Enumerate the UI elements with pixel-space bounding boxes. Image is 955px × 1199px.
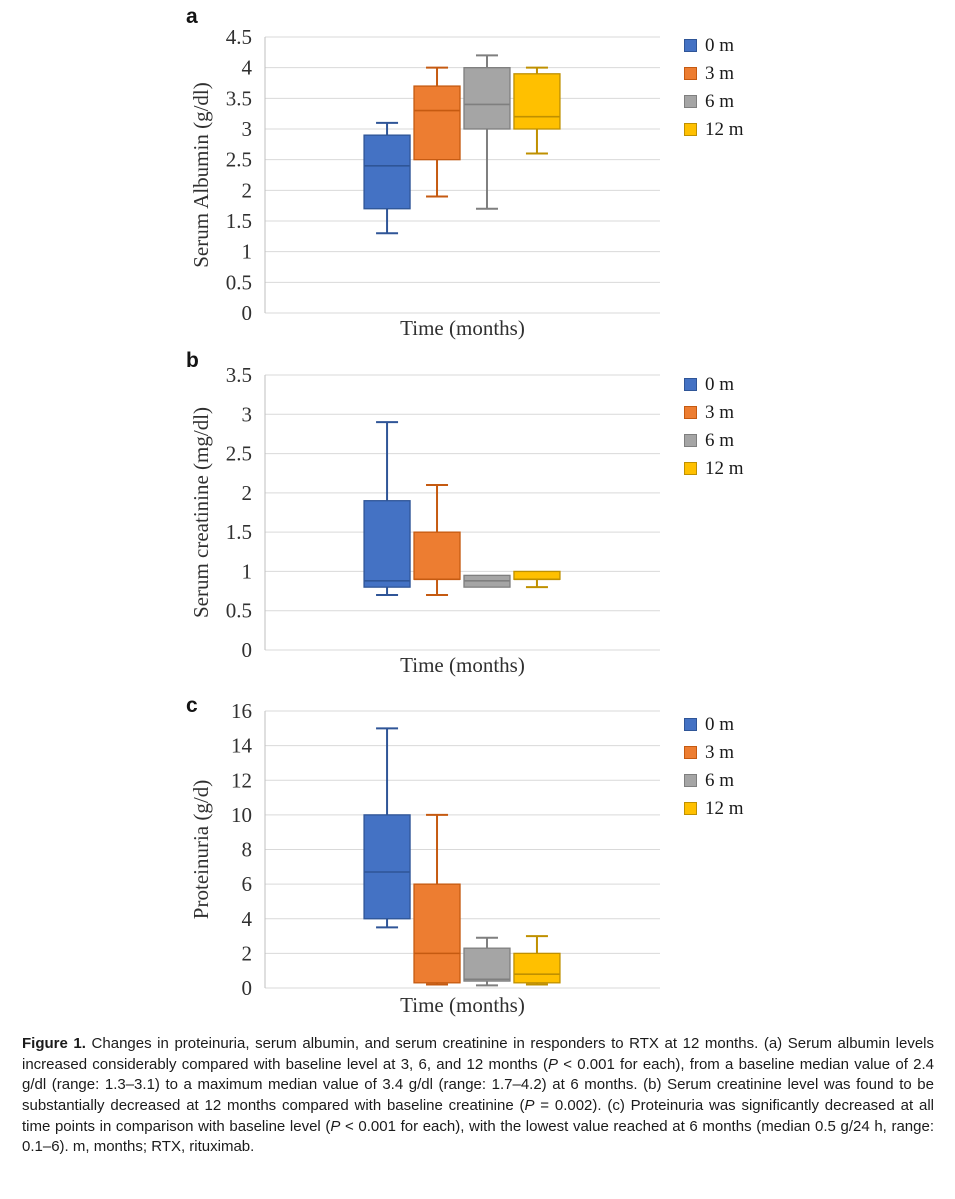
x-axis-title: Time (months) xyxy=(400,653,525,677)
legend-swatch-3m xyxy=(684,746,697,759)
caption-segment: = 0.002). (c) Proteinuria was significantly decreased at all time points in comparison with baseline level ( xyxy=(22,1097,934,1135)
caption-segment: P xyxy=(524,1097,535,1115)
legend-swatch-0m xyxy=(684,39,697,52)
y-tick-label: 2.5 xyxy=(225,441,252,466)
y-tick-label: 1 xyxy=(241,559,252,584)
caption-segment: P xyxy=(547,1055,558,1073)
y-tick-label: 0 xyxy=(241,301,252,325)
y-tick-label: 0.5 xyxy=(225,270,252,295)
legend-label: 3 m xyxy=(705,741,735,763)
y-tick-label: 1.5 xyxy=(225,209,252,233)
y-tick-label: 4 xyxy=(241,55,252,80)
legend-item xyxy=(684,31,744,59)
legend-swatch-6m xyxy=(684,95,697,108)
legend-label: 0 m xyxy=(705,713,735,735)
legend-c xyxy=(684,710,744,822)
legend-item xyxy=(684,738,744,766)
x-axis-title: Time (months) xyxy=(400,993,525,1017)
legend-a xyxy=(684,31,744,143)
chart-plot-c xyxy=(170,700,690,1030)
y-tick-label: 14 xyxy=(231,733,252,758)
legend-swatch-3m xyxy=(684,406,697,419)
legend-item xyxy=(684,398,744,426)
legend-item xyxy=(684,766,744,794)
box-12m xyxy=(514,953,560,982)
y-axis-title: Proteinuria (g/d) xyxy=(189,779,213,920)
caption-segment: P xyxy=(330,1117,341,1135)
y-axis-title: Serum creatinine (mg/dl) xyxy=(189,406,213,619)
legend-b xyxy=(684,370,744,482)
box-3m xyxy=(414,86,460,160)
box-12m xyxy=(514,74,560,129)
y-tick-label: 3 xyxy=(241,117,252,141)
y-tick-label: 6 xyxy=(241,872,252,897)
figure-caption xyxy=(22,1034,934,1158)
y-tick-label: 16 xyxy=(231,700,252,723)
y-tick-label: 4 xyxy=(241,906,252,931)
y-tick-label: 0 xyxy=(241,976,252,1000)
panel-label-c: c xyxy=(186,694,198,717)
legend-swatch-12m xyxy=(684,802,697,815)
y-tick-label: 1.5 xyxy=(225,520,252,545)
box-3m xyxy=(414,884,460,983)
legend-item xyxy=(684,454,744,482)
chart-b-serum-creatinine xyxy=(170,360,690,690)
legend-label: 6 m xyxy=(705,90,735,112)
caption-segment: < 0.001 for each), from a baseline median value of 2.4 g/dl (range: 1.3–3.1) to a maximum median value of 3.4 g/dl (range: 1.7–4.2) at 6 months. (b) Serum creatinine level was found to be substantially decreased at 12 months compared with baseline creatinine ( xyxy=(22,1055,934,1115)
legend-swatch-0m xyxy=(684,378,697,391)
chart-a-serum-albumin xyxy=(170,20,690,350)
legend-item xyxy=(684,370,744,398)
box-6m xyxy=(464,948,510,981)
box-12m xyxy=(514,571,560,579)
x-axis-title: Time (months) xyxy=(400,316,525,340)
chart-plot-b xyxy=(170,360,690,690)
legend-label: 6 m xyxy=(705,429,735,451)
legend-label: 12 m xyxy=(705,118,744,140)
legend-label: 12 m xyxy=(705,457,744,479)
legend-swatch-12m xyxy=(684,462,697,475)
legend-label: 3 m xyxy=(705,401,735,423)
box-0m xyxy=(364,501,410,587)
y-tick-label: 2 xyxy=(241,941,252,966)
y-tick-label: 3.5 xyxy=(225,86,252,111)
legend-label: 12 m xyxy=(705,797,744,819)
legend-swatch-6m xyxy=(684,774,697,787)
y-tick-label: 0 xyxy=(241,638,252,662)
legend-item xyxy=(684,794,744,822)
legend-item xyxy=(684,426,744,454)
legend-swatch-0m xyxy=(684,718,697,731)
legend-label: 0 m xyxy=(705,373,735,395)
chart-plot-a xyxy=(170,20,690,350)
y-tick-label: 2.5 xyxy=(225,147,252,172)
box-3m xyxy=(414,532,460,579)
y-tick-label: 8 xyxy=(241,837,252,862)
legend-item xyxy=(684,59,744,87)
panel-label-b: b xyxy=(186,349,199,372)
y-tick-label: 3 xyxy=(241,402,252,427)
y-tick-label: 0.5 xyxy=(225,598,252,623)
legend-label: 3 m xyxy=(705,62,735,84)
y-tick-label: 2 xyxy=(241,178,252,203)
legend-item xyxy=(684,115,744,143)
legend-swatch-12m xyxy=(684,123,697,136)
legend-label: 0 m xyxy=(705,34,735,56)
legend-item xyxy=(684,87,744,115)
legend-label: 6 m xyxy=(705,769,735,791)
legend-swatch-3m xyxy=(684,67,697,80)
y-tick-label: 1 xyxy=(241,239,252,264)
legend-item xyxy=(684,710,744,738)
y-tick-label: 2 xyxy=(241,480,252,505)
panel-label-a: a xyxy=(186,5,198,28)
chart-c-proteinuria xyxy=(170,700,690,1030)
caption-segment: < 0.001 for each), with the lowest value reached at 6 months (median 0.5 g/24 h, range: 0.1–6). m, months; RTX, rituximab. xyxy=(22,1117,934,1156)
box-6m xyxy=(464,68,510,129)
y-tick-label: 4.5 xyxy=(225,25,252,49)
y-tick-label: 12 xyxy=(231,768,252,793)
y-tick-label: 3.5 xyxy=(225,363,252,387)
caption-segment: Figure 1. xyxy=(22,1035,86,1052)
y-tick-label: 10 xyxy=(231,802,252,827)
box-0m xyxy=(364,135,410,209)
caption-segment: Changes in proteinuria, serum albumin, and serum creatinine in responders to RTX at 12 months. (a) Serum albumin levels increased considerably compared with baseline level at 3, 6, and 12 months ( xyxy=(22,1035,934,1073)
box-0m xyxy=(364,815,410,919)
y-axis-title: Serum Albumin (g/dl) xyxy=(189,82,213,268)
legend-swatch-6m xyxy=(684,434,697,447)
